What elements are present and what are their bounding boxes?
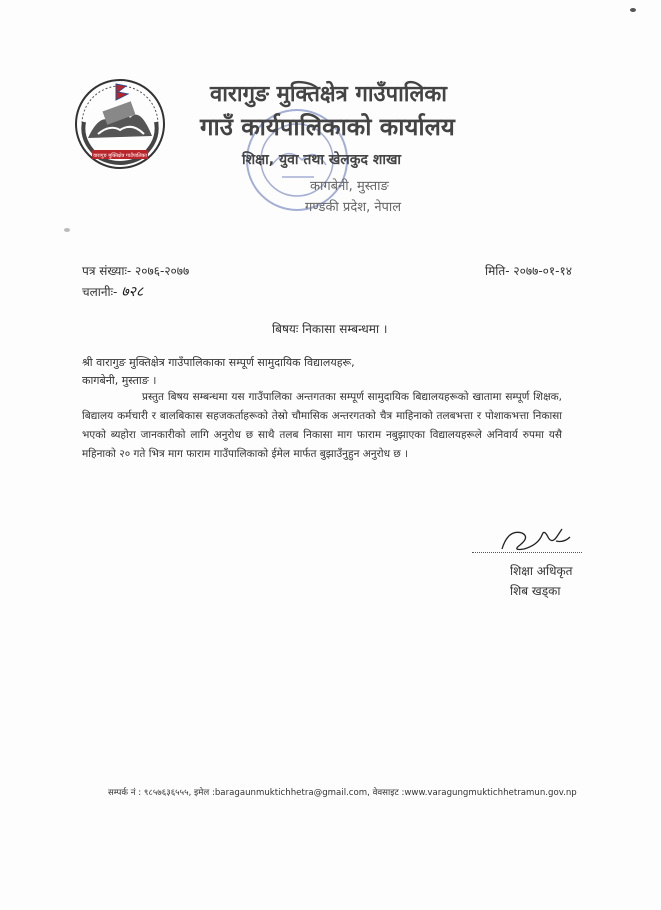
emblem-caption: वारागुङ मुक्तिक्षेत्र गाउँपालिका [93,153,147,159]
signatory-name: शिब खड्का [510,584,561,598]
dispatch-value: ७२८ [121,284,144,300]
scan-speck [64,228,70,232]
signatory-title: शिक्षा अधिकृत [510,564,573,578]
letter-body: प्रस्तुत बिषय सम्बन्धमा यस गाउँपालिका अन्तगतका सम्पूर्ण सामुदायिक बिद्यालयहरूको खातामा सम्पूर्ण शिक्षक, बिद्यालय कर्मचारी र बालबिकास सहजकर्ताहरूको तेस्रो चौमासिक अन्तरगतको चैत्र माहिनाको तलबभत्ता र पोशाकभत्ता निकासा भएको ब्यहोरा जानकारीको लागि अनुरोध छ साथै तलब निकासा माग फाराम नबुझाएका विद्यालयहरूले अनिवार्य रुपमा यसै महिनाको २० गते भित्र माग फाराम गाउँपालिकाको ईमेल मार्फत बुझाउँनुहुन अनुरोध छ । [82,391,562,460]
office-name: गाउँ कार्यपालिकाको कार्यालय [200,113,455,141]
office-location: कागबेनी, मुस्ताङ [310,179,389,194]
dispatch-label: चलानीः- [82,285,118,299]
municipality-name: वारागुङ मुक्तिक्षेत्र गाउँपालिका [210,82,447,107]
letter-date: मिति- २०७७-०१-१४ [485,264,572,278]
dispatch-number [82,282,143,301]
office-province: गण्डकी प्रदेश, नेपाल [305,200,402,215]
reference-number: पत्र संख्याः- २०७६-२०७७ [82,264,190,278]
scan-speck [630,8,636,12]
section-name: शिक्षा, युवा तथा खेलकुद शाखा [242,152,402,168]
letter-subject: बिषयः निकासा सम्बन्धमा । [272,322,388,336]
signature-icon [498,515,573,560]
signature-line [472,552,582,553]
letter-recipient: श्री वारागुङ मुक्तिक्षेत्र गाउँपालिकाका सम्पूर्ण सामुदायिक विद्यालयहरू, [82,356,355,369]
contact-footer: सम्पर्क नं : ९८५७६३६५५५, इमेल :baragaunmuktichhetra@gmail.com, वेवसाइट :www.varagungmuktichhetramun.gov.np [108,788,577,798]
recipient-address: कागबेनी, मुस्ताङ । [82,374,157,387]
nepal-emblem-icon [70,72,170,172]
